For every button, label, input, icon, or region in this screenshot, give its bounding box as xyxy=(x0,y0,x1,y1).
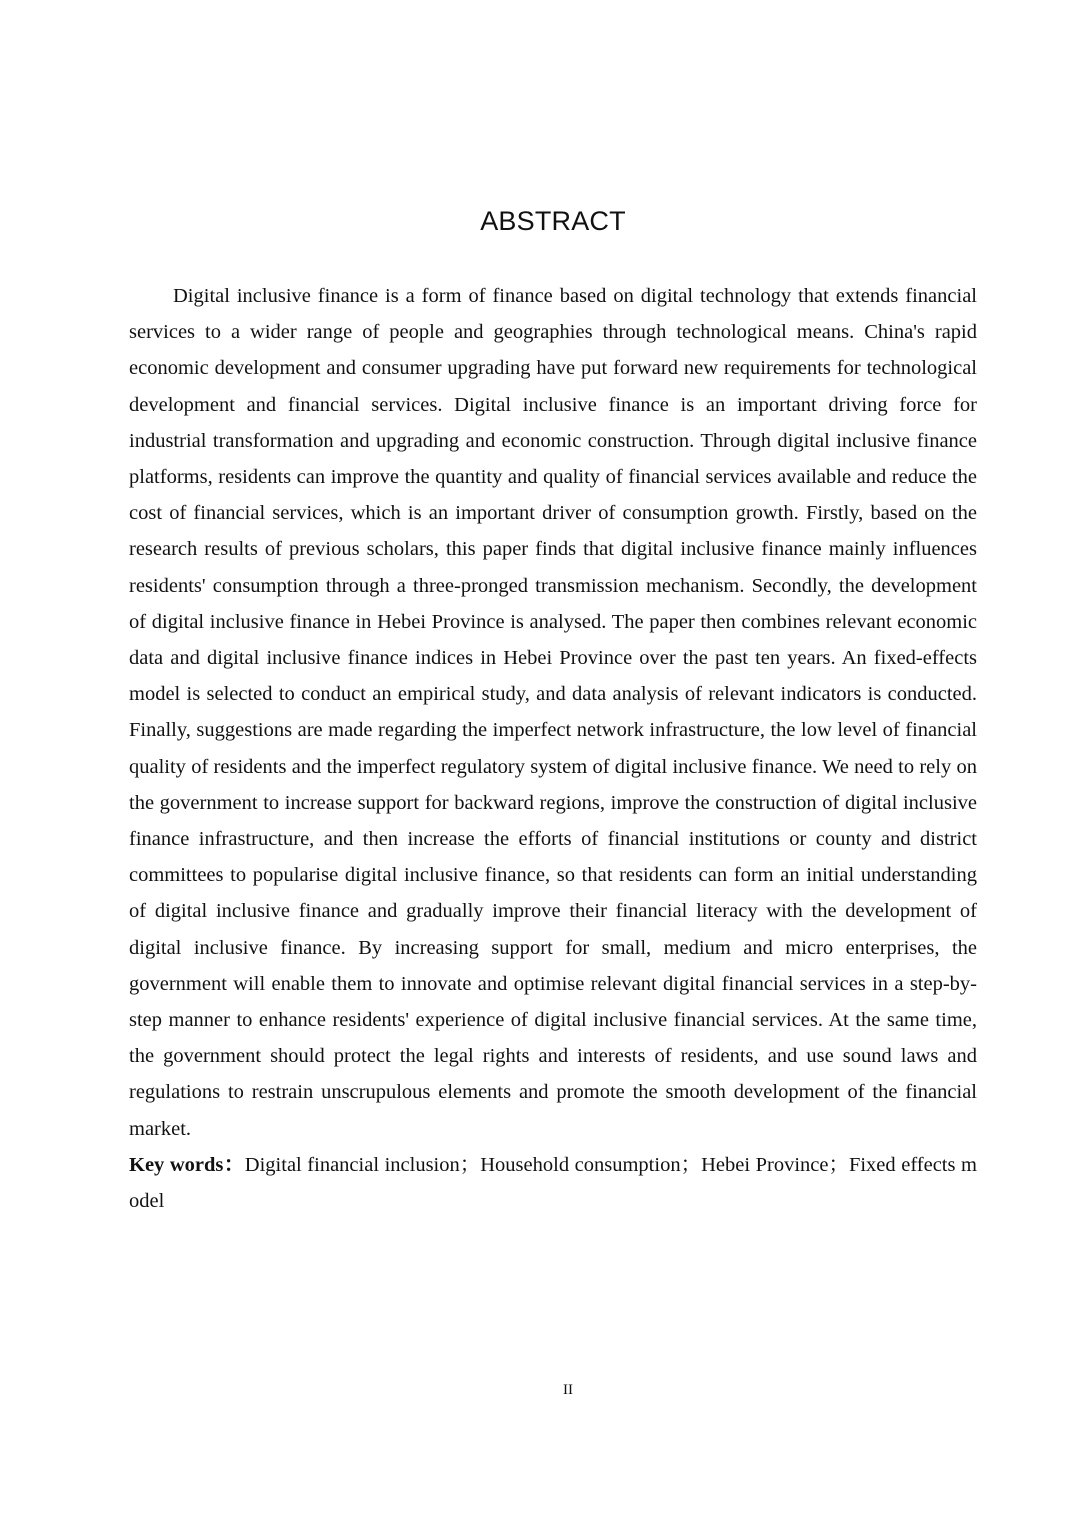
page-number: II xyxy=(563,1382,573,1398)
keywords-line xyxy=(129,1147,977,1219)
keywords-label: Key words： xyxy=(129,1153,245,1176)
abstract-title: ABSTRACT xyxy=(480,206,626,236)
keywords-text: Digital financial inclusion；Household consumption；Hebei Province；Fixed effects model xyxy=(129,1153,977,1213)
abstract-body xyxy=(129,278,977,1219)
abstract-paragraph: Digital inclusive finance is a form of finance based on digital technology that extends financial services to a wider range of people and geographies through technological means. China's rapid economic development and consumer upgrading have put forward new requirements for technological development and financial services. Digital inclusive finance is an important driving force for industrial transformation and upgrading and economic construction. Through digital inclusive finance platforms, residents can improve the quantity and quality of financial services available and reduce the cost of financial services, which is an important driver of consumption growth. Firstly, based on the research results of previous scholars, this paper finds that digital inclusive finance mainly influences residents' consumption through a three-pronged transmission mechanism. Secondly, the development of digital inclusive finance in Hebei Province is analysed. The paper then combines relevant economic data and digital inclusive finance indices in Hebei Province over the past ten years. An fixed-effects model is selected to conduct an empirical study, and data analysis of relevant indicators is conducted. Finally, suggestions are made regarding the imperfect network infrastructure, the low level of financial quality of residents and the imperfect regulatory system of digital inclusive finance. We need to rely on the government to increase support for backward regions, improve the construction of digital inclusive finance infrastructure, and then increase the efforts of financial institutions or county and district committees to popularise digital inclusive finance, so that residents can form an initial understanding of digital inclusive finance and gradually improve their financial literacy with the development of digital inclusive finance. By increasing support for small, medium and micro enterprises, the government will enable them to innovate and optimise relevant digital financial services in a step-by-step manner to enhance residents' experience of digital inclusive financial services. At the same time, the government should protect the legal rights and interests of residents, and use sound laws and regulations to restrain unscrupulous elements and promote the smooth development of the financial market. xyxy=(129,285,977,1140)
